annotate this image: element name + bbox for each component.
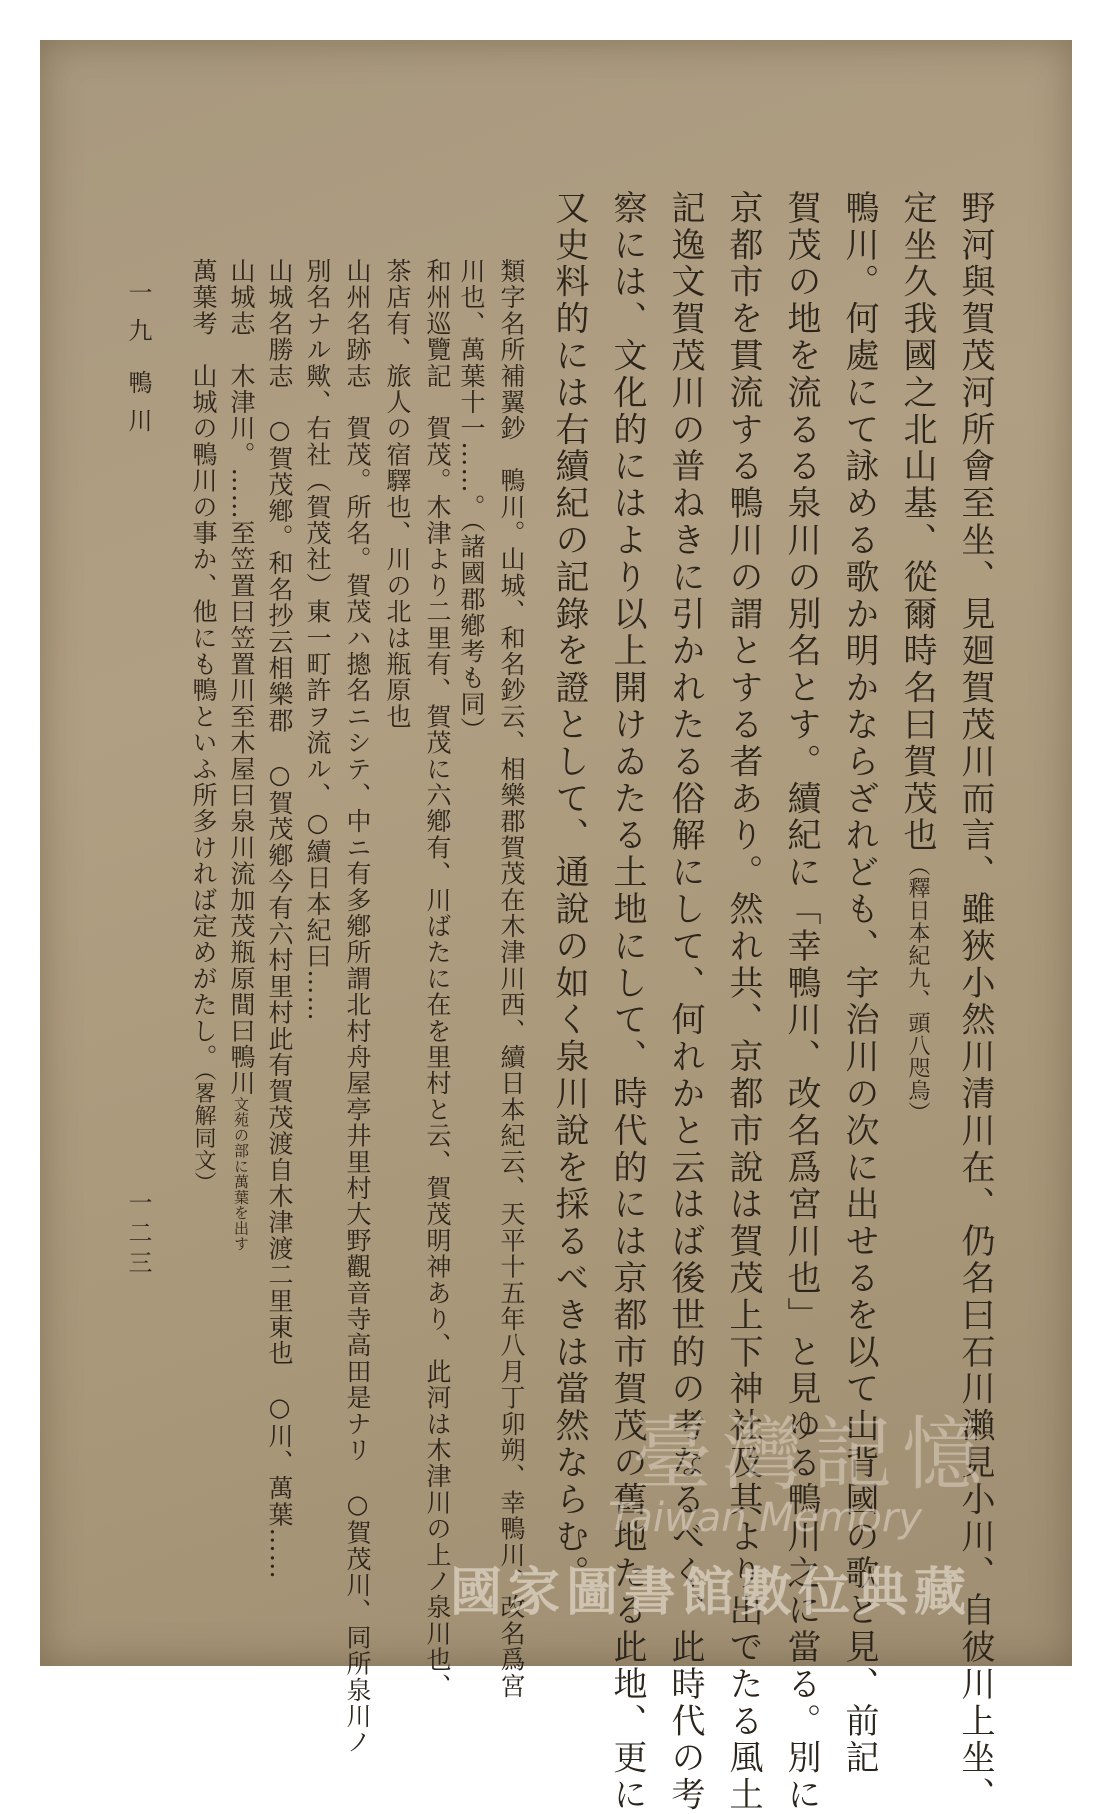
citation-text: 山城志 木津川。……至笠置曰笠置川至木屋曰泉川流加茂瓶原間曰鴨川 [227,258,256,1097]
book-page [40,40,1072,1814]
watermark-seal: 臺灣記憶 [632,1408,992,1501]
chapter-number: 一九 [124,280,152,356]
citation-column: 川也、萬葉十一……。（諸國郡鄕考も同） [457,258,486,744]
main-text: 定坐久我國之北山基、從爾時名曰賀茂也 [897,190,937,855]
citation-column: 別名ナル歟、右社（賀茂社）東一町許ヲ流ル、○續日本紀曰…… [303,258,332,1022]
inline-note: （畧解同文） [191,1070,216,1195]
citation-column: 和州巡覽記 賀茂。木津より二里有、賀茂に六鄕有、川ばたに在を里村と云、賀茂明神あり、此河は木津川の上ノ泉川也、 [423,258,452,1699]
citation-column [229,258,254,1251]
main-text-column: 鴨川。何處にて詠める歌か明かならざれども、宇治川の次に出せるを以て山背國の歌と見、前記 [839,190,879,1777]
source-note: （釋日本紀九、頭八咫烏） [905,854,930,1125]
citation-column: 山城名勝志 ○賀茂鄕。和名抄云相樂郡 ○賀茂鄕今有六村里村此有賀茂渡自木津渡二里東也 ○川、萬葉…… [265,258,294,1580]
inline-note: 文苑の部に萬葉を出す [232,1096,250,1252]
main-text-column: 又史料的には右續紀の記錄を證として、通說の如く泉川說を採るべきは當然ならむ。 [549,190,589,1593]
watermark-english: Taiwan Memory [608,1495,922,1541]
citation-column: 茶店有、旅人の宿驛也、川の北は瓶原也 [383,258,412,730]
citation-column [191,258,216,1194]
main-text-column: 察には、文化的にはより以上開けゐたる土地にして、時代的には京都市賀茂の舊地たる此地、更に [607,190,647,1814]
citation-column: 類字名所補翼鈔 鴨川。山城、和名鈔云、相樂郡賀茂在木津川西、續日本紀云、天平十五年八月丁卯朔、幸鴨川、改名爲宮 [497,258,526,1699]
watermark-library: 國家圖書館數位典藏 [449,1563,972,1623]
page-number: 一二三 [124,1190,152,1280]
main-text-column: 賀茂の地を流るる泉川の別名とす。續紀に「幸鴨川、改名爲宮川也」と見ゆる鴨川之に當る。別に [781,190,821,1814]
citation-column: 山州名跡志 賀茂。所名。賀茂ハ摠名ニシテ、中ニ有多鄕所謂北村舟屋亭井里村大野觀音寺高田是ナリ ○賀茂川、同所泉川ノ [343,258,372,1756]
citation-text: 萬葉考 山城の鴨川の事か、他にも鴨といふ所多ければ定めがたし。 [189,258,218,1071]
main-text-column: 野河與賀茂河所會至坐、見廻賀茂川而言、雖狹小然川清川在、仍名曰石川瀨見小川、自彼川上坐、 [955,190,995,1814]
main-text-column: 記逸文賀茂川の普ねきに引かれたる俗解にして、何れかと云はば後世的の考なるべく、此時代の考 [665,190,705,1814]
main-text-column [897,190,937,1125]
main-text-column: 京都市を貫流する鴨川の謂とする者あり。然れ共、京都市說は賀茂上下神社及其より出でたる風土 [723,190,763,1814]
chapter-title: 鴨川 [124,370,152,446]
